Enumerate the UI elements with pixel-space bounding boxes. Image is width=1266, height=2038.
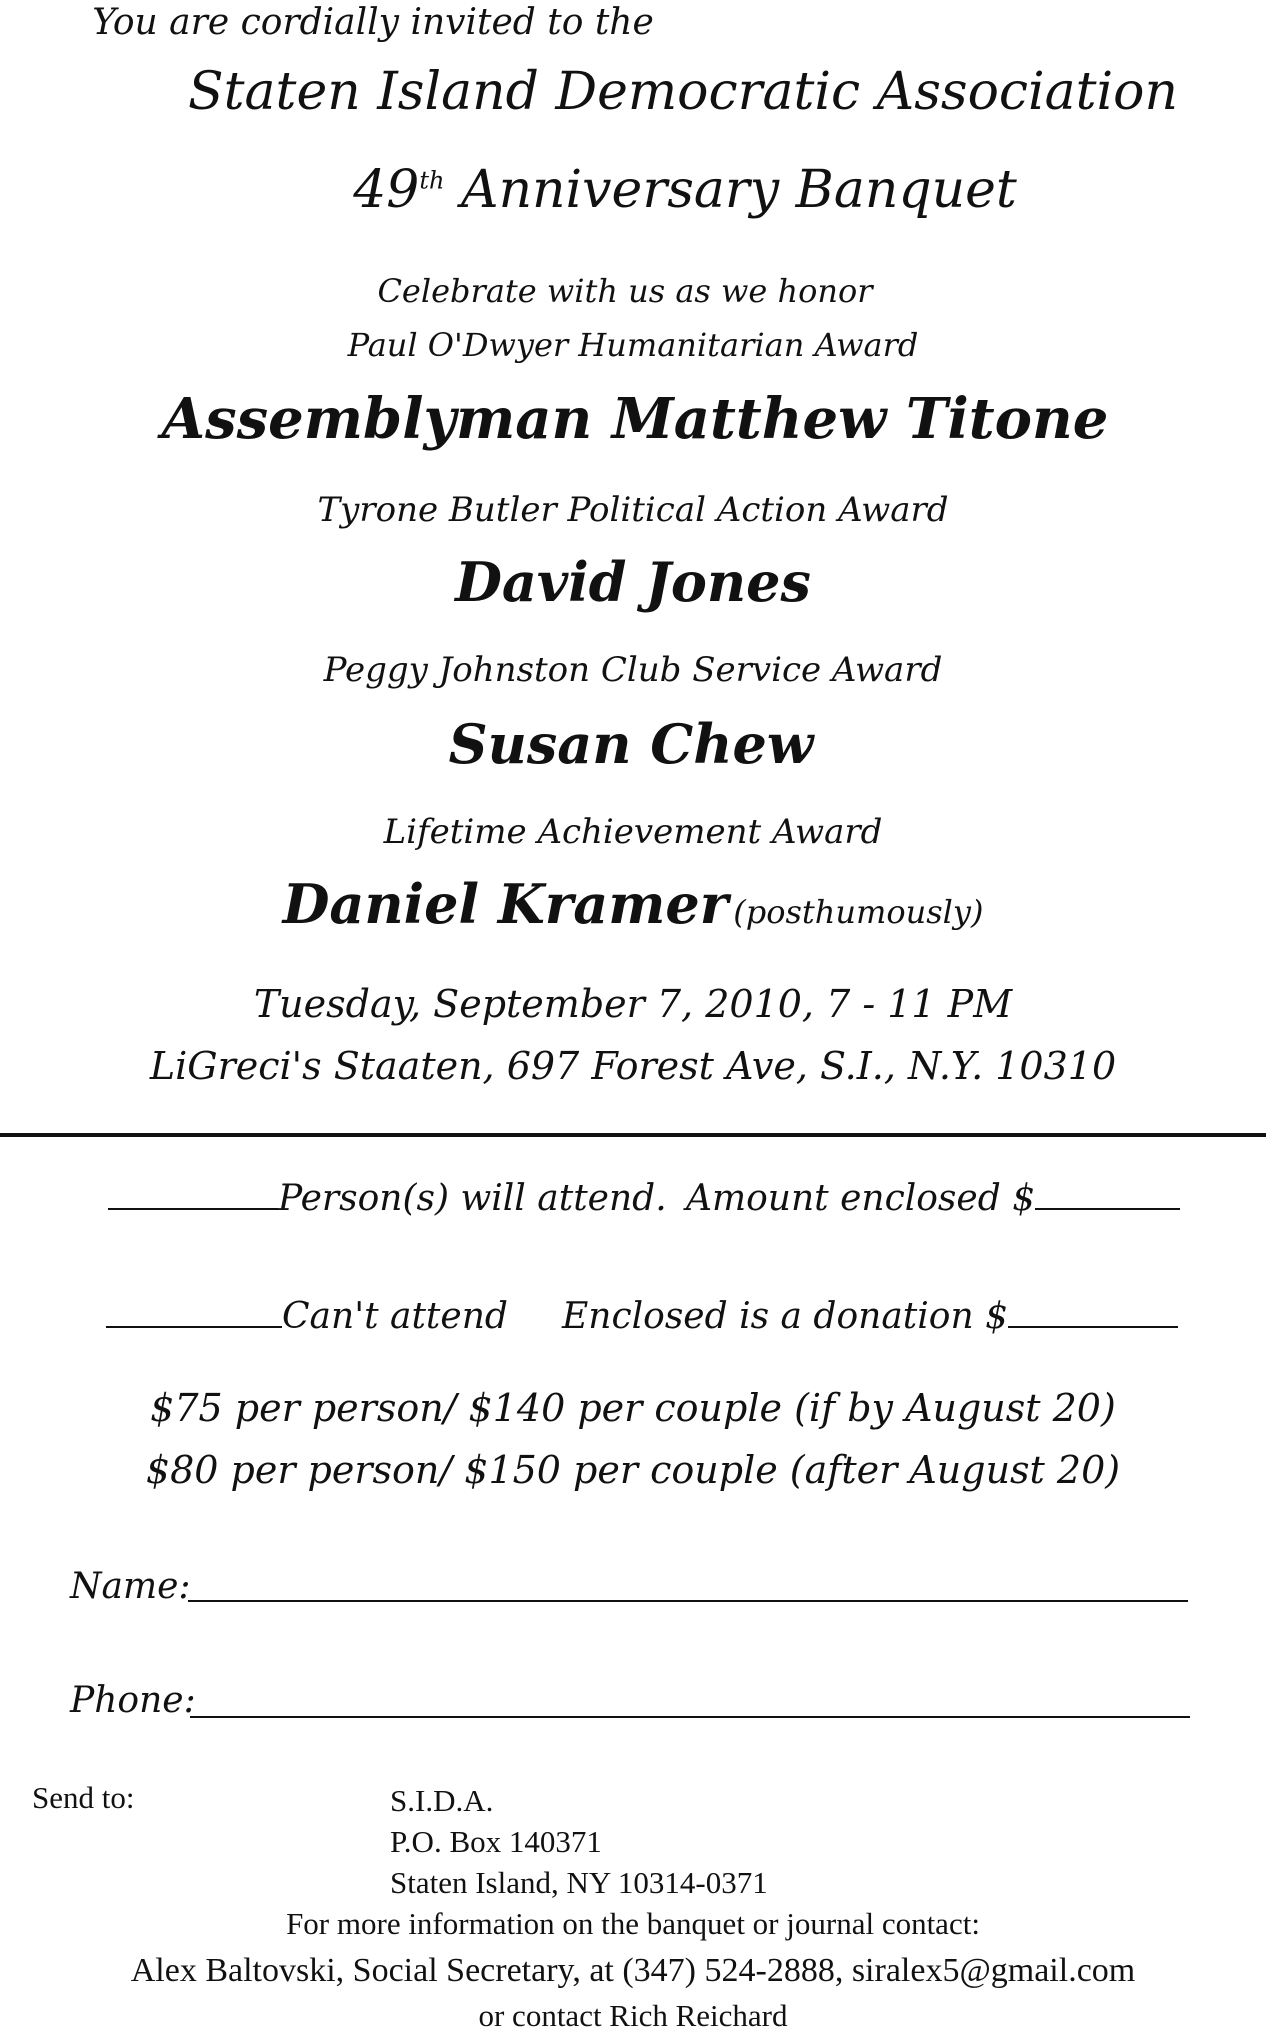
- award-title-club-service: Peggy Johnston Club Service Award: [323, 650, 943, 690]
- name-label: Name:: [70, 1566, 191, 1607]
- info-line: For more information on the banquet or journal contact:: [286, 1906, 980, 1941]
- price-early: $75 per person/ $140 per couple (if by August 20): [150, 1386, 1116, 1430]
- event-ordinal-suffix: th: [419, 166, 445, 195]
- contact-line: Alex Baltovski, Social Secretary, at (347) 524-2888, siralex5@gmail.com: [130, 1952, 1136, 1989]
- phone-field[interactable]: [190, 1716, 1190, 1718]
- amount-row: [686, 1178, 1180, 1219]
- phone-label: Phone:: [70, 1680, 196, 1721]
- event-ordinal: 49: [353, 160, 420, 220]
- honoree-political-action: David Jones: [455, 550, 811, 614]
- award-title-political-action: Tyrone Butler Political Action Award: [317, 490, 949, 530]
- donation-row: [562, 1296, 1178, 1337]
- alt-contact-line: or contact Rich Reichard: [478, 1998, 788, 2033]
- donation-field[interactable]: [1008, 1326, 1178, 1328]
- organization-name: Staten Island Democratic Association: [188, 62, 1178, 122]
- award-title-lifetime: Lifetime Achievement Award: [383, 812, 883, 852]
- donation-currency: $: [985, 1296, 1008, 1337]
- address-line: P.O. Box 140371: [390, 1824, 602, 1859]
- send-to-label: Send to:: [32, 1780, 135, 1815]
- posthumous-note: (posthumously): [733, 893, 984, 931]
- honoree-humanitarian: Assemblyman Matthew Titone: [161, 386, 1109, 452]
- mailing-address: [390, 1780, 768, 1903]
- tear-off-divider: [0, 1133, 1266, 1137]
- amount-label: Amount enclosed: [686, 1178, 1001, 1219]
- event-venue: LiGreci's Staaten, 697 Forest Ave, S.I., N.Y. 10310: [149, 1044, 1117, 1088]
- persons-count-field[interactable]: [108, 1208, 278, 1210]
- honoree-club-service: Susan Chew: [448, 712, 814, 776]
- intro-line: You are cordially invited to the: [92, 2, 654, 43]
- amount-field[interactable]: [1035, 1208, 1180, 1210]
- donation-label: Enclosed is a donation: [562, 1296, 974, 1337]
- amount-currency: $: [1012, 1178, 1036, 1219]
- honor-intro: Celebrate with us as we honor: [377, 272, 873, 310]
- address-line: Staten Island, NY 10314-0371: [390, 1865, 768, 1900]
- name-field[interactable]: [188, 1600, 1188, 1602]
- honoree-lifetime: Daniel Kramer: [282, 872, 729, 936]
- honoree-lifetime-line: [0, 872, 1266, 936]
- award-title-humanitarian: Paul O'Dwyer Humanitarian Award: [347, 326, 919, 364]
- event-title: [52, 160, 1266, 220]
- address-line: S.I.D.A.: [390, 1783, 494, 1818]
- attendance-row: [108, 1178, 667, 1219]
- cant-attend-row: [106, 1296, 508, 1337]
- price-late: $80 per person/ $150 per couple (after August 20): [145, 1448, 1121, 1492]
- persons-label: Person(s) will attend.: [278, 1178, 667, 1219]
- cant-attend-field[interactable]: [106, 1326, 282, 1328]
- cant-attend-label: Can't attend: [282, 1296, 508, 1337]
- event-name: Anniversary Banquet: [461, 160, 1017, 220]
- event-date-time: Tuesday, September 7, 2010, 7 - 11 PM: [253, 982, 1013, 1026]
